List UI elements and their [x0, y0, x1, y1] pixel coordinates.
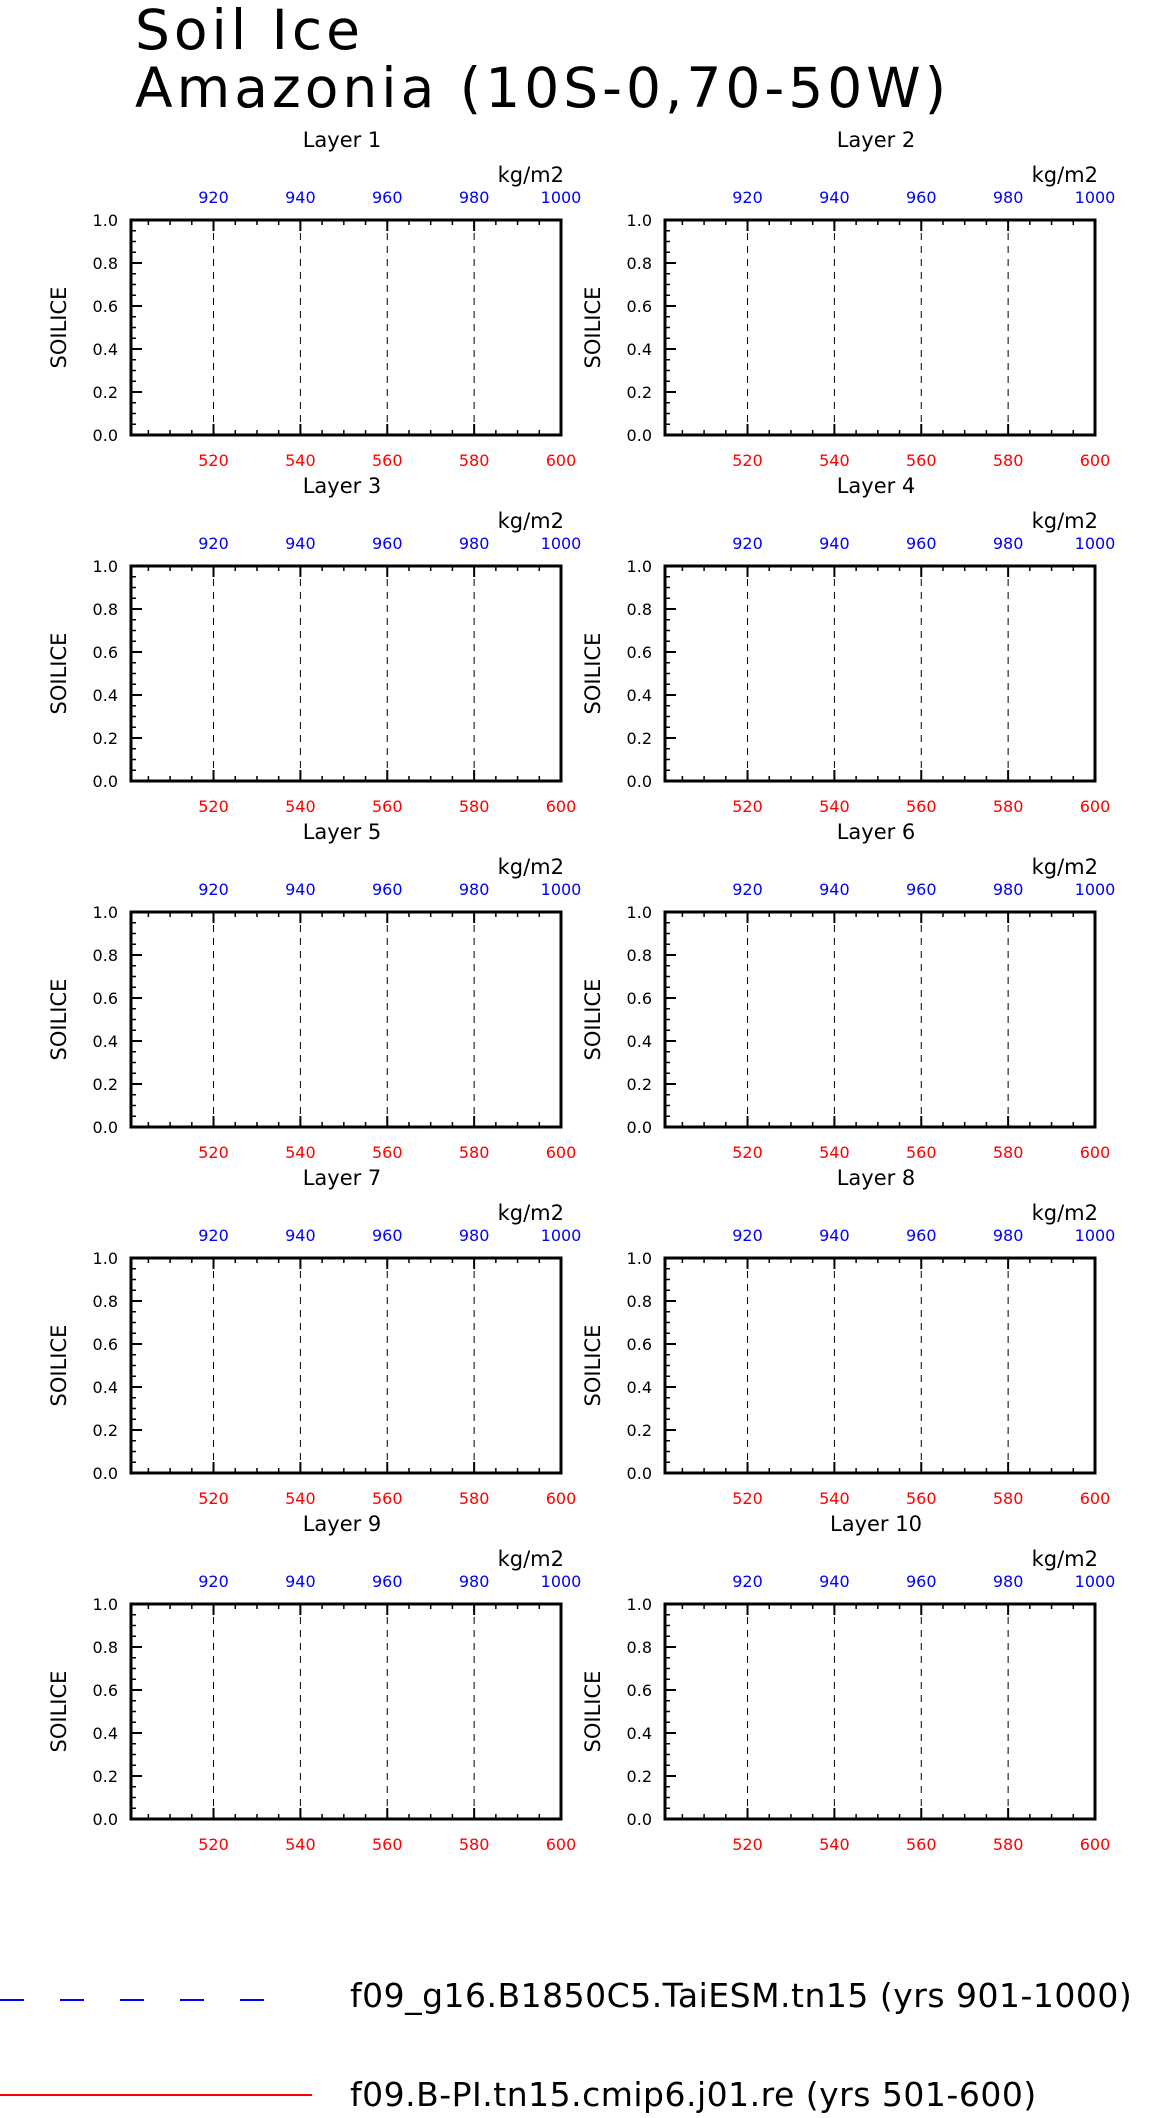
x-tick-label-top: 1000 — [1074, 188, 1116, 207]
x-tick-label-top: 1000 — [1074, 534, 1116, 553]
legend-label-taiesm: f09_g16.B1850C5.TaiESM.tn15 (yrs 901-1000) — [350, 1976, 1133, 2015]
x-tick-label-top: 980 — [992, 534, 1024, 553]
x-tick-label-bottom: 560 — [905, 1835, 937, 1854]
x-tick-label-bottom: 520 — [732, 1489, 763, 1508]
panel-3 — [47, 474, 581, 816]
y-tick-label: 1.0 — [626, 1249, 652, 1268]
plot-frame — [131, 566, 561, 781]
y-tick-label: 0.2 — [92, 383, 118, 402]
x-tick-label-bottom: 600 — [1079, 1489, 1111, 1508]
y-tick-label: 0.0 — [92, 1464, 118, 1483]
x-tick-label-top: 960 — [905, 1226, 937, 1245]
x-tick-label-bottom: 540 — [819, 797, 850, 816]
x-tick-label-bottom: 560 — [905, 1489, 937, 1508]
panel-title: Layer 1 — [302, 128, 382, 152]
x-tick-label-top: 940 — [285, 880, 316, 899]
y-tick-label: 0.4 — [92, 686, 118, 705]
panel-9 — [47, 1512, 581, 1854]
x-tick-label-top: 940 — [285, 188, 316, 207]
x-tick-label-bottom: 560 — [905, 1143, 937, 1162]
x-tick-label-bottom: 600 — [545, 1489, 577, 1508]
x-tick-label-top: 960 — [905, 188, 937, 207]
x-tick-label-bottom: 540 — [285, 451, 316, 470]
x-tick-label-top: 980 — [992, 1572, 1024, 1591]
y-tick-label: 0.6 — [92, 1335, 118, 1354]
plot-frame — [131, 912, 561, 1127]
x-tick-label-bottom: 560 — [371, 1489, 403, 1508]
plot-frame — [131, 1258, 561, 1473]
y-tick-label: 0.8 — [626, 254, 652, 273]
x-tick-label-bottom: 580 — [458, 1835, 490, 1854]
x-tick-label-top: 920 — [732, 1226, 763, 1245]
y-tick-label: 1.0 — [626, 211, 652, 230]
x-tick-label-top: 940 — [285, 1226, 316, 1245]
x-tick-label-bottom: 600 — [545, 1835, 577, 1854]
units-label: kg/m2 — [1031, 509, 1098, 533]
y-tick-label: 1.0 — [626, 557, 652, 576]
x-tick-label-top: 920 — [198, 1226, 229, 1245]
plot-frame — [131, 220, 561, 435]
panel-4 — [581, 474, 1115, 816]
y-tick-label: 0.0 — [626, 1464, 652, 1483]
x-tick-label-bottom: 600 — [545, 1143, 577, 1162]
y-tick-label: 0.8 — [626, 946, 652, 965]
y-tick-label: 0.0 — [92, 772, 118, 791]
units-label: kg/m2 — [497, 1201, 564, 1225]
panel-title: Layer 6 — [836, 820, 916, 844]
y-axis-label: SOILICE — [47, 632, 71, 715]
y-tick-label: 0.4 — [626, 1378, 652, 1397]
chart-title-line-1: Soil Ice — [135, 0, 364, 62]
y-tick-label: 0.0 — [626, 1810, 652, 1829]
y-tick-label: 1.0 — [92, 903, 118, 922]
x-tick-label-top: 980 — [458, 1572, 490, 1591]
panel-6 — [581, 820, 1115, 1162]
y-axis-label: SOILICE — [581, 978, 605, 1061]
y-tick-label: 0.6 — [626, 1335, 652, 1354]
y-tick-label: 0.8 — [92, 1638, 118, 1657]
panel-8 — [581, 1166, 1115, 1508]
x-tick-label-bottom: 580 — [992, 451, 1024, 470]
y-tick-label: 1.0 — [92, 1595, 118, 1614]
legend-label-cmip6: f09.B-PI.tn15.cmip6.j01.re (yrs 501-600) — [350, 2075, 1037, 2114]
panel-title: Layer 10 — [830, 1512, 922, 1536]
y-tick-label: 0.6 — [626, 643, 652, 662]
units-label: kg/m2 — [497, 855, 564, 879]
x-tick-label-top: 940 — [819, 534, 850, 553]
x-tick-label-top: 920 — [732, 880, 763, 899]
y-axis-label: SOILICE — [581, 632, 605, 715]
y-tick-label: 0.0 — [92, 1810, 118, 1829]
x-tick-label-top: 1000 — [1074, 1226, 1116, 1245]
y-axis-label: SOILICE — [47, 1670, 71, 1753]
y-tick-label: 0.8 — [626, 1292, 652, 1311]
y-tick-label: 0.6 — [92, 989, 118, 1008]
x-tick-label-bottom: 540 — [285, 1835, 316, 1854]
y-tick-label: 0.6 — [92, 643, 118, 662]
y-tick-label: 0.2 — [626, 383, 652, 402]
y-tick-label: 1.0 — [626, 903, 652, 922]
y-axis-label: SOILICE — [47, 1324, 71, 1407]
x-tick-label-bottom: 560 — [905, 451, 937, 470]
x-tick-label-top: 1000 — [1074, 1572, 1116, 1591]
x-tick-label-top: 920 — [732, 188, 763, 207]
y-tick-label: 0.0 — [626, 426, 652, 445]
x-tick-label-top: 960 — [371, 880, 403, 899]
x-tick-label-top: 1000 — [540, 534, 582, 553]
x-tick-label-bottom: 600 — [1079, 797, 1111, 816]
units-label: kg/m2 — [1031, 1201, 1098, 1225]
x-tick-label-bottom: 580 — [992, 1143, 1024, 1162]
legend-lines — [0, 1970, 340, 2110]
y-tick-label: 0.0 — [92, 426, 118, 445]
x-tick-label-top: 1000 — [540, 1226, 582, 1245]
x-tick-label-top: 940 — [819, 188, 850, 207]
x-tick-label-top: 980 — [458, 1226, 490, 1245]
x-tick-label-top: 920 — [732, 1572, 763, 1591]
panel-2 — [581, 128, 1115, 470]
x-tick-label-top: 980 — [992, 1226, 1024, 1245]
y-tick-label: 0.8 — [92, 946, 118, 965]
y-tick-label: 1.0 — [92, 211, 118, 230]
y-tick-label: 0.8 — [626, 600, 652, 619]
x-tick-label-bottom: 520 — [198, 451, 229, 470]
x-tick-label-top: 940 — [819, 1226, 850, 1245]
x-tick-label-top: 920 — [198, 880, 229, 899]
x-tick-label-bottom: 580 — [458, 797, 490, 816]
x-tick-label-bottom: 600 — [1079, 1143, 1111, 1162]
units-label: kg/m2 — [1031, 163, 1098, 187]
x-tick-label-bottom: 520 — [732, 1835, 763, 1854]
panel-title: Layer 3 — [302, 474, 382, 498]
x-tick-label-top: 920 — [732, 534, 763, 553]
x-tick-label-bottom: 600 — [545, 451, 577, 470]
x-tick-label-bottom: 580 — [458, 1489, 490, 1508]
y-tick-label: 0.2 — [626, 1075, 652, 1094]
y-tick-label: 1.0 — [92, 557, 118, 576]
y-tick-label: 0.4 — [626, 1724, 652, 1743]
x-tick-label-top: 960 — [371, 1226, 403, 1245]
y-tick-label: 0.0 — [626, 772, 652, 791]
x-tick-label-bottom: 520 — [198, 1835, 229, 1854]
x-tick-label-bottom: 560 — [371, 1835, 403, 1854]
y-tick-label: 0.8 — [92, 254, 118, 273]
x-tick-label-bottom: 540 — [819, 451, 850, 470]
y-tick-label: 0.6 — [626, 989, 652, 1008]
x-tick-label-top: 940 — [285, 534, 316, 553]
x-tick-label-bottom: 600 — [1079, 451, 1111, 470]
x-tick-label-bottom: 520 — [732, 451, 763, 470]
x-tick-label-bottom: 580 — [458, 1143, 490, 1162]
x-tick-label-top: 960 — [905, 880, 937, 899]
units-label: kg/m2 — [1031, 1547, 1098, 1571]
panel-7 — [47, 1166, 581, 1508]
y-tick-label: 0.8 — [92, 1292, 118, 1311]
y-axis-label: SOILICE — [47, 978, 71, 1061]
x-tick-label-bottom: 580 — [992, 1835, 1024, 1854]
y-tick-label: 0.4 — [626, 1032, 652, 1051]
y-tick-label: 0.6 — [92, 297, 118, 316]
x-tick-label-top: 940 — [285, 1572, 316, 1591]
y-axis-label: SOILICE — [581, 286, 605, 369]
x-tick-label-top: 960 — [905, 1572, 937, 1591]
plot-frame — [665, 566, 1095, 781]
x-tick-label-bottom: 560 — [905, 797, 937, 816]
plot-frame — [665, 912, 1095, 1127]
x-tick-label-bottom: 600 — [1079, 1835, 1111, 1854]
x-tick-label-top: 960 — [905, 534, 937, 553]
x-tick-label-bottom: 560 — [371, 1143, 403, 1162]
units-label: kg/m2 — [497, 509, 564, 533]
y-tick-label: 0.2 — [626, 1767, 652, 1786]
panel-10 — [581, 1512, 1115, 1854]
x-tick-label-bottom: 520 — [198, 797, 229, 816]
x-tick-label-top: 980 — [992, 880, 1024, 899]
y-tick-label: 1.0 — [92, 1249, 118, 1268]
y-tick-label: 0.2 — [92, 1075, 118, 1094]
x-tick-label-top: 1000 — [1074, 880, 1116, 899]
plot-frame — [665, 220, 1095, 435]
y-tick-label: 0.6 — [626, 1681, 652, 1700]
x-tick-label-bottom: 520 — [732, 797, 763, 816]
x-tick-label-top: 940 — [819, 880, 850, 899]
y-tick-label: 0.0 — [92, 1118, 118, 1137]
plot-frame — [131, 1604, 561, 1819]
panel-title: Layer 8 — [836, 1166, 916, 1190]
x-tick-label-bottom: 520 — [198, 1143, 229, 1162]
x-tick-label-bottom: 560 — [371, 797, 403, 816]
panel-title: Layer 5 — [302, 820, 382, 844]
x-tick-label-top: 980 — [458, 880, 490, 899]
units-label: kg/m2 — [497, 163, 564, 187]
x-tick-label-bottom: 540 — [819, 1489, 850, 1508]
y-axis-label: SOILICE — [581, 1324, 605, 1407]
x-tick-label-bottom: 520 — [732, 1143, 763, 1162]
y-tick-label: 0.4 — [92, 1032, 118, 1051]
y-tick-label: 0.4 — [626, 686, 652, 705]
y-tick-label: 0.0 — [626, 1118, 652, 1137]
y-tick-label: 0.4 — [92, 340, 118, 359]
y-tick-label: 1.0 — [626, 1595, 652, 1614]
x-tick-label-top: 920 — [198, 1572, 229, 1591]
y-tick-label: 0.2 — [92, 1421, 118, 1440]
y-tick-label: 0.4 — [626, 340, 652, 359]
y-tick-label: 0.2 — [626, 1421, 652, 1440]
units-label: kg/m2 — [1031, 855, 1098, 879]
x-tick-label-top: 960 — [371, 1572, 403, 1591]
x-tick-label-bottom: 580 — [992, 1489, 1024, 1508]
y-tick-label: 0.2 — [92, 1767, 118, 1786]
panel-title: Layer 9 — [302, 1512, 382, 1536]
x-tick-label-top: 980 — [458, 534, 490, 553]
panel-title: Layer 7 — [302, 1166, 382, 1190]
y-axis-label: SOILICE — [581, 1670, 605, 1753]
x-tick-label-bottom: 560 — [371, 451, 403, 470]
x-tick-label-bottom: 580 — [992, 797, 1024, 816]
x-tick-label-bottom: 600 — [545, 797, 577, 816]
y-axis-label: SOILICE — [47, 286, 71, 369]
x-tick-label-top: 920 — [198, 188, 229, 207]
chart-title-line-2: Amazonia (10S-0,70-50W) — [135, 56, 951, 120]
y-tick-label: 0.4 — [92, 1724, 118, 1743]
x-tick-label-bottom: 540 — [285, 1143, 316, 1162]
panel-5 — [47, 820, 581, 1162]
x-tick-label-top: 980 — [458, 188, 490, 207]
x-tick-label-top: 920 — [198, 534, 229, 553]
x-tick-label-top: 1000 — [540, 188, 582, 207]
x-tick-label-top: 1000 — [540, 880, 582, 899]
x-tick-label-top: 960 — [371, 534, 403, 553]
units-label: kg/m2 — [497, 1547, 564, 1571]
plot-frame — [665, 1604, 1095, 1819]
y-tick-label: 0.6 — [626, 297, 652, 316]
y-tick-label: 0.8 — [626, 1638, 652, 1657]
y-tick-label: 0.6 — [92, 1681, 118, 1700]
x-tick-label-bottom: 540 — [285, 797, 316, 816]
y-tick-label: 0.4 — [92, 1378, 118, 1397]
panel-1 — [47, 128, 581, 470]
x-tick-label-top: 960 — [371, 188, 403, 207]
y-tick-label: 0.2 — [92, 729, 118, 748]
panel-title: Layer 2 — [836, 128, 916, 152]
y-tick-label: 0.2 — [626, 729, 652, 748]
x-tick-label-bottom: 580 — [458, 451, 490, 470]
x-tick-label-bottom: 540 — [819, 1835, 850, 1854]
x-tick-label-bottom: 540 — [285, 1489, 316, 1508]
x-tick-label-bottom: 540 — [819, 1143, 850, 1162]
x-tick-label-top: 940 — [819, 1572, 850, 1591]
y-tick-label: 0.8 — [92, 600, 118, 619]
x-tick-label-top: 980 — [992, 188, 1024, 207]
x-tick-label-bottom: 520 — [198, 1489, 229, 1508]
plot-frame — [665, 1258, 1095, 1473]
panel-title: Layer 4 — [836, 474, 916, 498]
x-tick-label-top: 1000 — [540, 1572, 582, 1591]
